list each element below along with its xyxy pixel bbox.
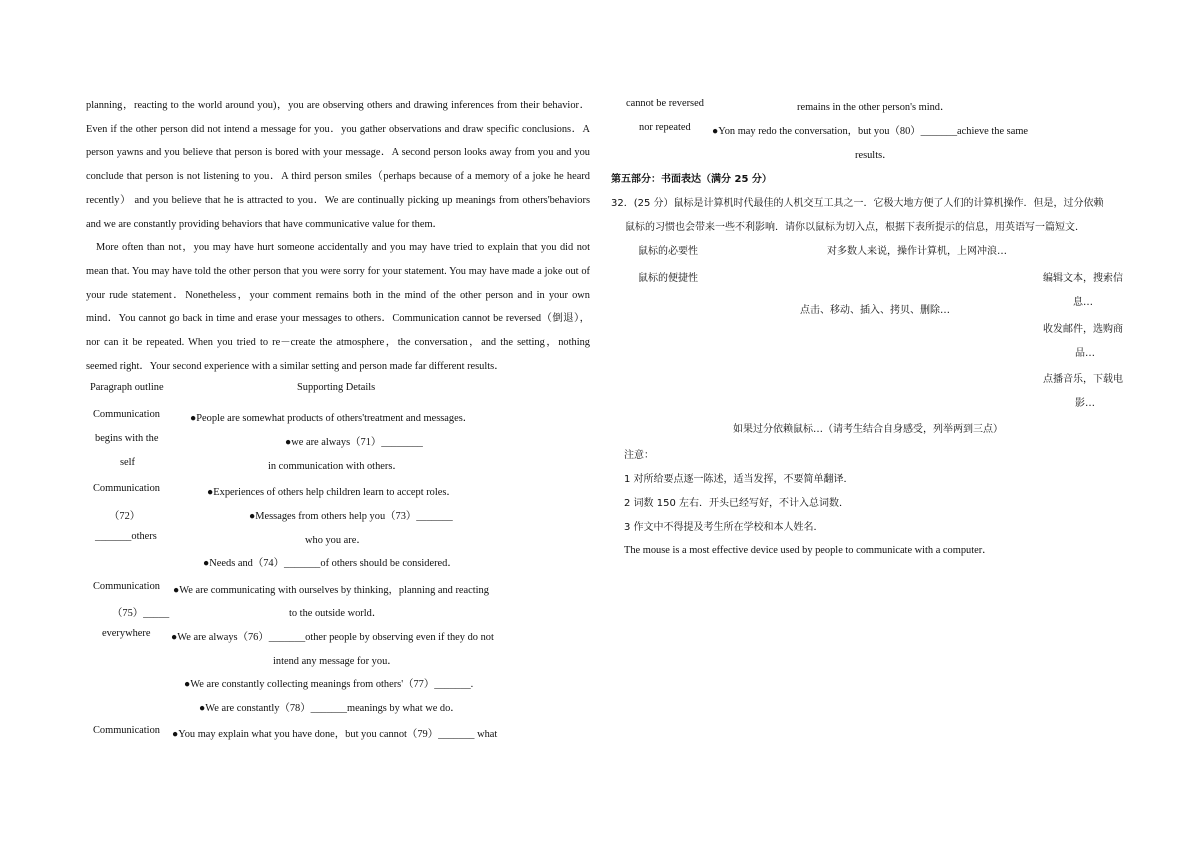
- outline-cell-left: self: [120, 457, 136, 468]
- outline-cell-left: Communication: [93, 725, 160, 736]
- outline-cell-right: ●We are constantly collecting meanings from others'（77）_______.: [184, 679, 474, 690]
- passage-paragraph: More often than not，you may have hurt someone accidentally and you may have tried to explain that you did not mean that. You may have told the other person that you were sorry for your statement. You may have made a joke out of your rude statement．Nonetheless，your comment remains both in the mind of the other person and in your own mind．You cannot go back in time and erase your messages to others．Communication cannot be reversed（倒退），nor can it be repeated. When you tried to re－create the atmosphere，the conversation，and the setting，nothing seemed right．Your second experience with a similar setting and person made far different results．: [86, 242, 590, 372]
- prompt-table-cell: 编辑文本，搜索信: [1043, 273, 1123, 284]
- section-title: 第五部分：书面表达（满分 25 分）: [611, 174, 772, 185]
- outline-cell-right: ●You may explain what you have done，but you cannot（79）_______ what: [172, 729, 498, 740]
- outline-cell-right: remains in the other person's mind．: [797, 102, 951, 113]
- outline-cell-right: results．: [855, 150, 893, 161]
- prompt-table-cell: 鼠标的必要性: [638, 246, 698, 257]
- outline-cell-right: ●Messages from others help you（73）_______: [249, 511, 453, 522]
- outline-cell-left: cannot be reversed: [626, 98, 704, 109]
- prompt-table-cell: 如果过分依赖鼠标…（请考生结合自身感受，列举两到三点）: [733, 424, 1003, 435]
- prompt-table-cell: 鼠标的便捷性: [638, 273, 698, 284]
- outline-cell-left: （72）: [109, 511, 141, 522]
- outline-cell-left: begins with the: [95, 433, 159, 444]
- outline-cell-right: ●Yon may redo the conversation，but you（80）_______achieve the same: [712, 126, 1029, 137]
- outline-cell-right: ●Needs and（74）_______of others should be considered．: [203, 558, 458, 569]
- note-item: 2 词数 150 左右．开头已经写好，不计入总词数．: [624, 498, 849, 509]
- note-item: 3 作文中不得提及考生所在学校和本人姓名．: [624, 522, 824, 533]
- passage-paragraph: planning，reacting to the world around you)，you are observing others and drawing inferences from their behavior．Even if the other person did not intend a message for you．you gather observations and draw specific conclusions．A person yawns and you believe that person is bored with your message．A second person looks away from you and you conclude that person is not listening to you．A third person smiles（perhaps because of a memory of a joke he heard recently） and you believe that he is attracted to you．We are continually picking up meanings from others'behaviors and we are constantly providing behaviors that have communicative value for them．: [86, 100, 590, 230]
- prompt-table-cell: 息…: [1073, 297, 1093, 308]
- outline-cell-right: ●Experiences of others help children learn to accept roles．: [207, 487, 457, 498]
- note-item: 1 对所给要点逐一陈述，适当发挥，不要简单翻译．: [624, 474, 854, 485]
- outline-cell-right: in communication with others．: [268, 461, 403, 472]
- prompt-table-cell: 点播音乐，下载电: [1043, 374, 1123, 385]
- prompt-table-cell: 收发邮件，选购商: [1043, 324, 1123, 335]
- outline-cell-right: who you are．: [305, 535, 367, 546]
- outline-cell-right: to the outside world．: [289, 608, 383, 619]
- outline-header-left: Paragraph outline: [90, 382, 164, 393]
- outline-cell-right: ●We are communicating with ourselves by thinking，planning and reacting: [173, 585, 489, 596]
- outline-cell-left: Communication: [93, 581, 160, 592]
- outline-cell-left: nor repeated: [639, 122, 691, 133]
- outline-cell-left: （75）_____: [112, 608, 170, 619]
- question-32-text: 32．(25 分）鼠标是计算机时代最佳的人机交互工具之一．它极大地方便了人们的计算机操作．但是，过分依赖: [611, 198, 1104, 209]
- outline-cell-left: Communication: [93, 409, 160, 420]
- outline-cell-left: Communication: [93, 483, 160, 494]
- prompt-table-cell: 品…: [1075, 348, 1095, 359]
- prompt-table-cell: 对多数人来说，操作计算机，上网冲浪…: [827, 246, 1007, 257]
- outline-cell-left: _______others: [95, 531, 157, 542]
- outline-cell-right: ●We are always（76）_______other people by observing even if they do not: [171, 632, 494, 643]
- reading-passage: [86, 94, 590, 378]
- outline-header-right: Supporting Details: [297, 382, 376, 393]
- outline-cell-right: ●We are constantly（78）_______meanings by what we do．: [199, 703, 461, 714]
- outline-cell-right: intend any message for you．: [273, 656, 398, 667]
- prompt-table-cell: 影…: [1075, 398, 1095, 409]
- outline-cell-left: everywhere: [102, 628, 151, 639]
- prompt-table-cell: 点击、移动、插入、拷贝、删除…: [800, 305, 950, 316]
- outline-cell-right: ●People are somewhat products of others'treatment and messages．: [190, 413, 474, 424]
- question-32-text: 鼠标的习惯也会带来一些不利影响．请你以鼠标为切入点，根据下表所提示的信息，用英语写一篇短文．: [625, 222, 1085, 233]
- notes-title: 注意：: [624, 450, 654, 461]
- essay-opening-sentence: The mouse is a most effective device used by people to communicate with a computer．: [624, 545, 993, 556]
- outline-cell-right: ●we are always（71）________: [285, 437, 423, 448]
